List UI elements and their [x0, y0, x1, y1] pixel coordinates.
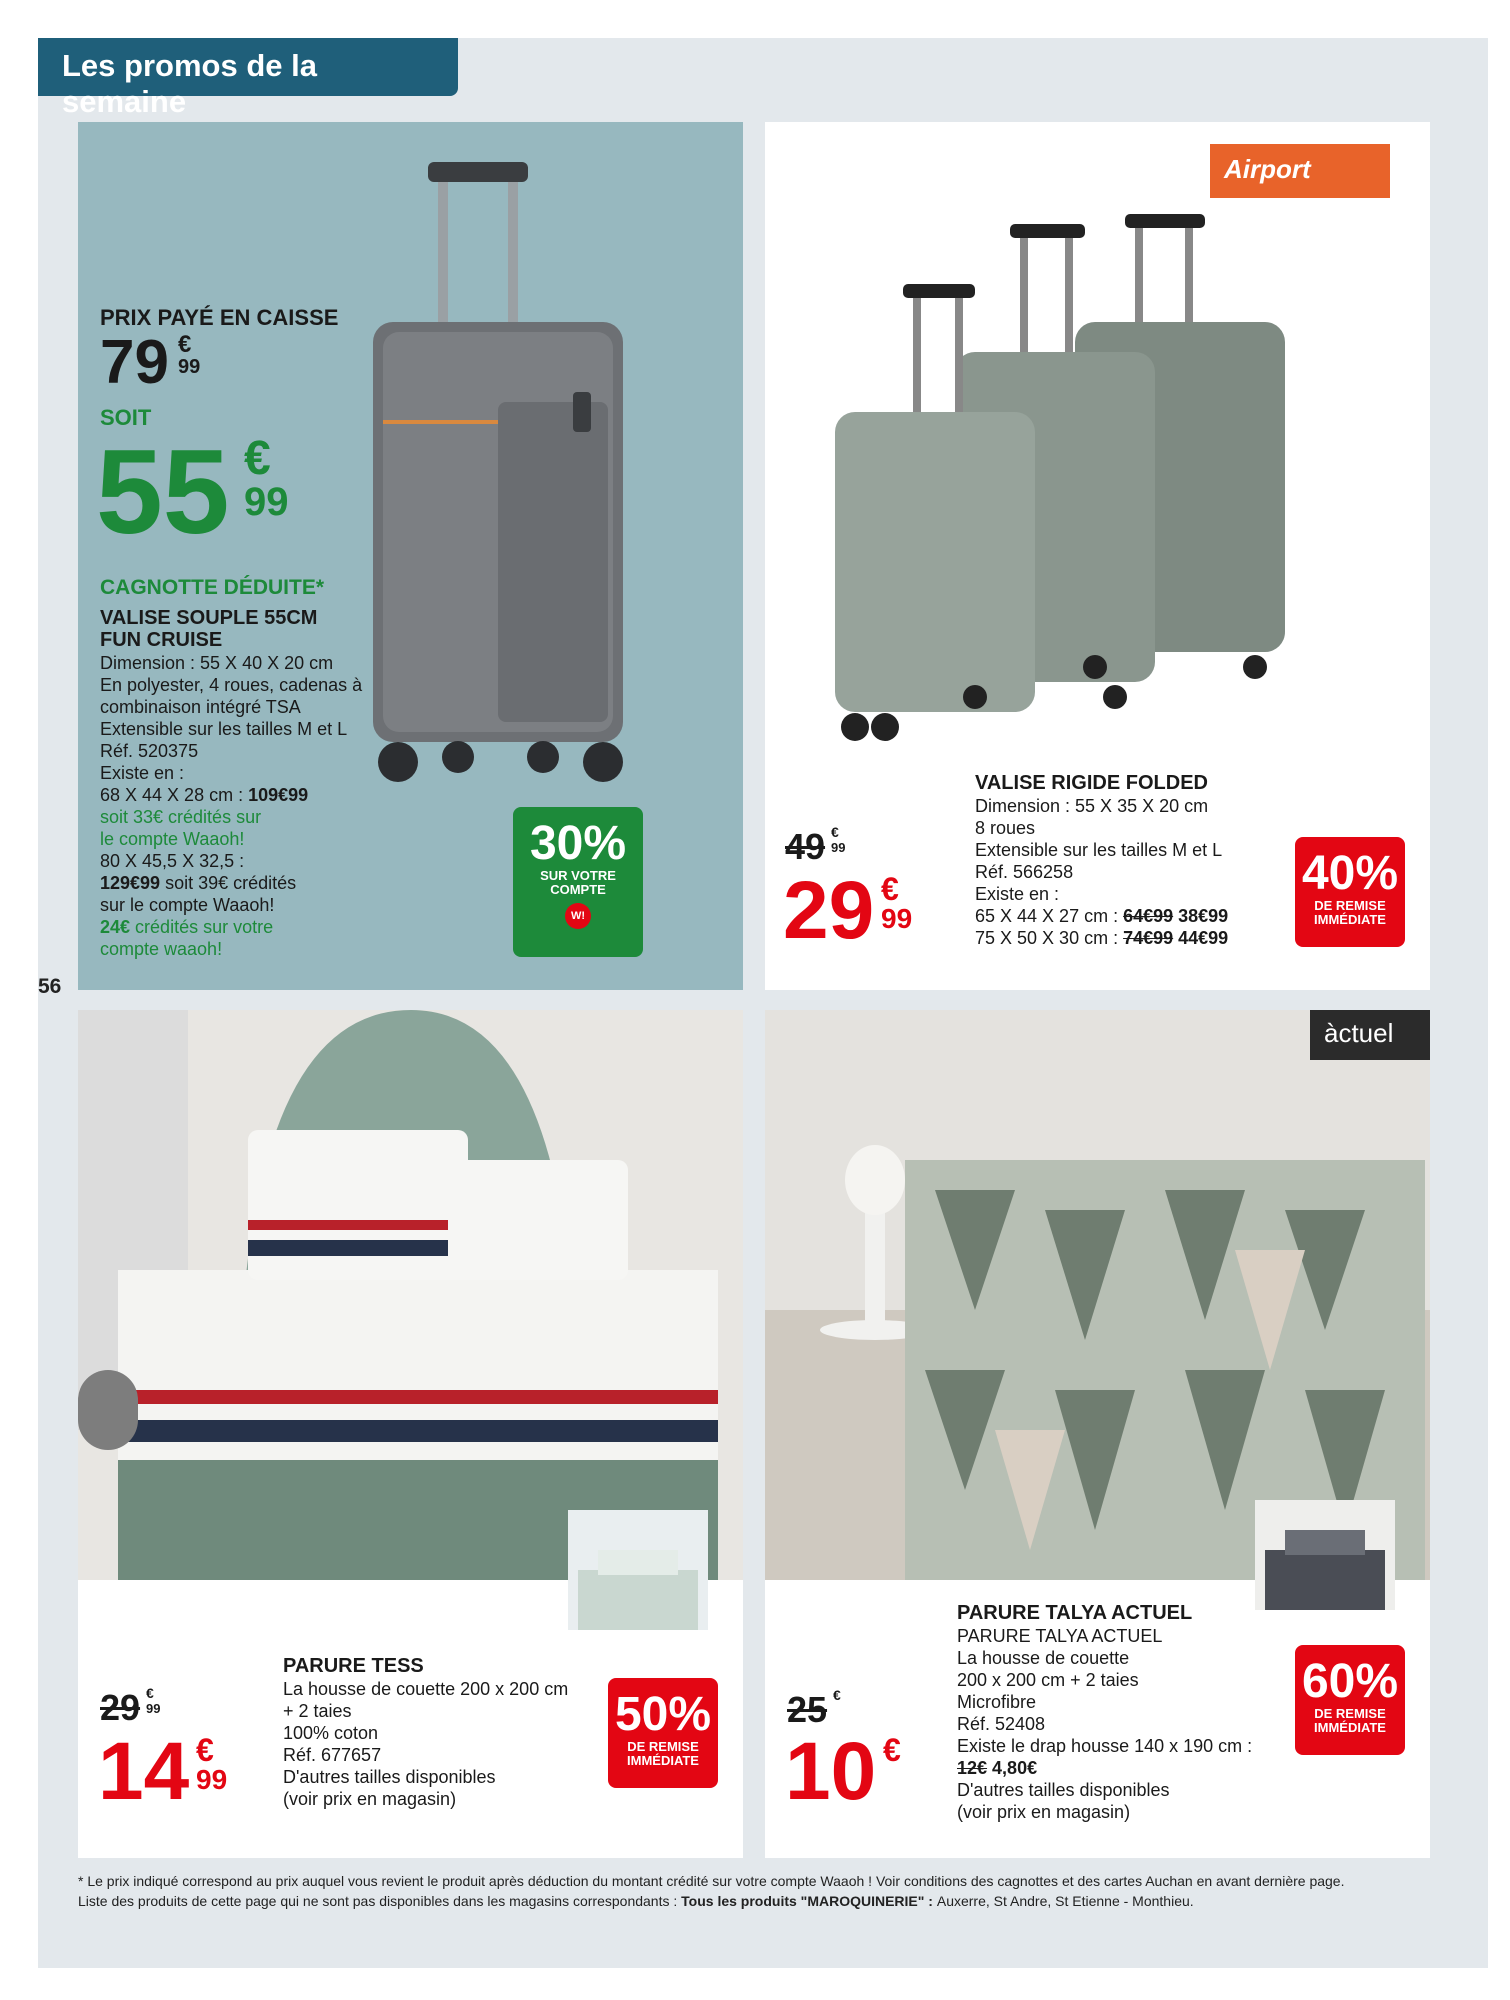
- desc-line: Réf. 566258: [975, 862, 1074, 882]
- product-panel-parure-talya[interactable]: [765, 1010, 1430, 1858]
- desc-line: Dimension : 55 X 35 X 20 cm: [975, 796, 1209, 816]
- page-number: 56: [38, 975, 62, 998]
- promo-price: 10 €: [785, 1726, 901, 1817]
- promo-price-dec: 99: [244, 480, 289, 524]
- promo-price: 14 € 99: [98, 1726, 228, 1817]
- desc-line: 200 x 200 cm + 2 taies: [957, 1670, 1139, 1690]
- footnote-line-1: * Le prix indiqué correspond au prix auquel vous revient le produit après déduction du montant crédité sur votre compte Waaoh ! Voir conditions des cagnottes et des cartes Auchan en avant dernière page.: [78, 1873, 1345, 1889]
- page-banner: [38, 38, 458, 119]
- promo-price: 29 € 99: [783, 865, 913, 956]
- drap-price: 12€ 4,80€: [957, 1758, 1038, 1778]
- discount-badge-60: 60% DE REMISE IMMÉDIATE: [1295, 1645, 1405, 1755]
- actuel-brand-logo: àctuel: [1310, 1010, 1430, 1060]
- promo-price-currency: €: [244, 432, 271, 485]
- discount-badge-50: 50% DE REMISE IMMÉDIATE: [608, 1678, 718, 1788]
- footnote-line-2: Liste des produits de cette page qui ne sont pas disponibles dans les magasins correspondants : Tous les produits "MAROQUINERIE" : Auxerre, St Andre, St Etienne - Monthieu.: [78, 1893, 1194, 1909]
- product-panel-valise-rigide[interactable]: [765, 122, 1430, 990]
- desc-line: Existe en :: [975, 884, 1060, 904]
- desc-line: + 2 taies: [283, 1701, 352, 1721]
- desc-line: Réf. 520375: [100, 741, 199, 761]
- desc-line: La housse de couette 200 x 200 cm: [283, 1679, 569, 1699]
- desc-line: D'autres tailles disponibles: [957, 1780, 1170, 1800]
- product-name-line2: FUN CRUISE: [100, 629, 223, 651]
- bedding-tess-image: [78, 1010, 743, 1580]
- desc-line: Réf. 52408: [957, 1714, 1046, 1734]
- size-option-2: 80 X 45,5 X 32,5 :: [100, 851, 245, 871]
- paid-price-currency: €: [178, 331, 192, 358]
- cagnotte-label: CAGNOTTE DÉDUITE*: [100, 576, 325, 599]
- hard-suitcases-image: [795, 202, 1335, 762]
- desc-line: D'autres tailles disponibles: [283, 1767, 496, 1787]
- desc-line: La housse de couette: [957, 1648, 1130, 1668]
- product-panel-valise-souple[interactable]: [78, 122, 743, 990]
- waaoh-icon: W!: [565, 903, 591, 929]
- desc-line: Dimension : 55 X 40 X 20 cm: [100, 653, 334, 673]
- size-option-2: 75 X 50 X 30 cm : 74€99 44€99: [975, 928, 1229, 948]
- size-option-1: 65 X 44 X 27 cm : 64€99 38€99: [975, 906, 1229, 926]
- size-option-1-credit: soit 33€ crédités sur: [100, 807, 262, 827]
- old-price: 25 €: [787, 1687, 841, 1730]
- paid-price: [100, 327, 201, 399]
- size-option-2-credit: sur le compte Waaoh!: [100, 895, 275, 915]
- product-description: [283, 1678, 568, 1810]
- promo-price-int: 55: [96, 425, 230, 559]
- desc-line: En polyester, 4 roues, cadenas à: [100, 675, 363, 695]
- product-panel-parure-tess[interactable]: [78, 1010, 743, 1858]
- desc-line: Réf. 677657: [283, 1745, 382, 1765]
- banner-title: Les promos de la semaine: [62, 48, 317, 119]
- desc-line: Extensible sur les tailles M et L: [100, 719, 348, 739]
- product-description: [957, 1625, 1252, 1823]
- desc-line: PARURE TALYA ACTUEL: [957, 1626, 1163, 1646]
- bedding-tess-thumbnail: [568, 1510, 708, 1630]
- product-name: PARURE TALYA ACTUEL: [957, 1602, 1193, 1624]
- product-description: [100, 652, 362, 960]
- soit-label: SOIT: [100, 405, 152, 430]
- bedding-talya-thumbnail: [1255, 1500, 1395, 1610]
- desc-line: (voir prix en magasin): [283, 1789, 457, 1809]
- desc-line: 100% coton: [283, 1723, 379, 1743]
- desc-line: combinaison intégré TSA: [100, 697, 301, 717]
- size-option-2-price: 129€99 soit 39€ crédités: [100, 873, 297, 893]
- desc-line: 8 roues: [975, 818, 1036, 838]
- desc-line: (voir prix en magasin): [957, 1802, 1131, 1822]
- airport-brand-logo: Airport: [1210, 144, 1390, 198]
- desc-line: Extensible sur les tailles M et L: [975, 840, 1223, 860]
- discount-badge-30: 30% SUR VOTRE COMPTE W!: [513, 807, 643, 957]
- desc-line: Existe le drap housse 140 x 190 cm :: [957, 1736, 1253, 1756]
- paid-price-dec: 99: [178, 356, 201, 378]
- soft-suitcase-image: [358, 142, 658, 802]
- old-price: 29 € 99: [100, 1685, 161, 1728]
- size-option-1: 68 X 44 X 28 cm : 109€99: [100, 785, 309, 805]
- bedding-talya-image: [765, 1010, 1430, 1580]
- size-option-2-green: compte waaoh!: [100, 939, 223, 959]
- product-name: VALISE RIGIDE FOLDED: [975, 772, 1208, 794]
- paid-label: PRIX PAYÉ EN CAISSE: [100, 305, 339, 330]
- size-option-1-credit: le compte Waaoh!: [100, 829, 245, 849]
- desc-line: Microfibre: [957, 1692, 1037, 1712]
- old-price: 49 € 99: [785, 824, 846, 867]
- paid-price-int: 79: [100, 328, 169, 397]
- product-description: [975, 795, 1228, 949]
- discount-badge-40: 40% DE REMISE IMMÉDIATE: [1295, 837, 1405, 947]
- product-name: PARURE TESS: [283, 1655, 424, 1677]
- promo-price: [96, 425, 289, 559]
- size-option-2-green: 24€ crédités sur votre: [100, 917, 274, 937]
- desc-line: Existe en :: [100, 763, 185, 783]
- product-name-line1: VALISE SOUPLE 55CM: [100, 607, 318, 629]
